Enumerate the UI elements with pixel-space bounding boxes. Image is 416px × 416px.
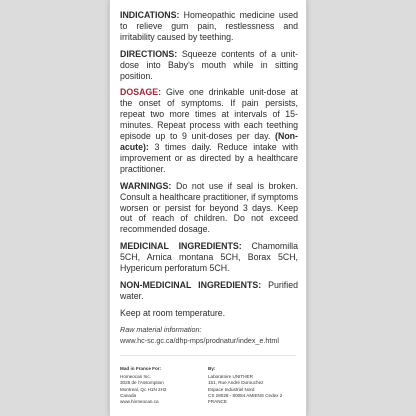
manufacturer-block (208, 366, 296, 405)
non-medicinal-ingredients-heading: NON-MEDICINAL INGREDIENTS: (120, 279, 262, 290)
raw-material-label: Raw material information: (120, 324, 202, 334)
made-in-line: www.homeocan.ca (120, 398, 159, 404)
indications-section (120, 10, 298, 43)
label-content (120, 10, 298, 355)
dosage-heading: DOSAGE: (120, 87, 162, 98)
directions-text: Squeeze contents of a unit-dose into Baby's mouth while in sitting position. (120, 48, 298, 81)
medicinal-ingredients-text: Chamomilla 5CH, Arnica montana 5CH, Borax 5CH, Hypericum perforatum 5CH. (120, 241, 298, 274)
manufacturer-line: Laboratoire UNITHER (208, 374, 253, 380)
dosage-text-1: Give one drinkable unit-dose at the onset of symptoms. If pain persists, repeat two more times at intervals of 15-minutes. Repeat process with each teething episode up to 9 unit-doses per day. (120, 87, 298, 142)
warnings-text: Do not use if seal is broken. Consult a healthcare practitioner, if symptoms worsen or persist for beyond 3 days. Keep out of reach of children. Do not exceed recommended dosage. (120, 180, 298, 235)
manufacturer-line: CS 28028 - 80084 AMIENS Cedex 2 (208, 392, 283, 398)
directions-section (120, 49, 298, 82)
raw-material-url: www.hc-sc.gc.ca/dhp-mps/prodnatur/index_e.html (120, 335, 279, 345)
footer-divider (120, 355, 296, 356)
medicinal-ingredients-section (120, 241, 298, 274)
dosage-non-acute-label: (Non-acute): (120, 131, 298, 152)
indications-text: Homeopathic medicine used to relieve gum pain, restlessness and irritability caused by teething. (120, 10, 298, 42)
manufacturer-title: By: (208, 366, 216, 371)
made-in-block (120, 366, 208, 405)
warnings-section (120, 181, 298, 236)
manufacturer-line: 151, Rue André Durouchez (208, 380, 264, 386)
warnings-heading: WARNINGS: (120, 180, 172, 191)
non-medicinal-ingredients-text: Purified water. (120, 279, 298, 301)
manufacturer-line: FRANCE (208, 398, 227, 404)
made-in-line: Montreal, Qc H1N 2H2 (120, 386, 167, 392)
made-in-line: Canada (120, 392, 137, 398)
made-in-line: 3025 de l'Assomption (120, 380, 164, 386)
manufacturer-line: Espace Industriel Nord (208, 386, 255, 392)
made-in-title: Mad in France For: (120, 366, 162, 371)
medicinal-ingredients-heading: MEDICINAL INGREDIENTS: (120, 241, 242, 252)
storage-note: Keep at room temperature. (120, 307, 226, 318)
dosage-section (120, 87, 298, 174)
non-medicinal-ingredients-section (120, 280, 298, 302)
dosage-text-2: 3 times daily. Reduce intake with improvement or as directed by a healthcare practitioner. (120, 141, 298, 174)
directions-heading: DIRECTIONS: (120, 48, 178, 59)
label-footer (120, 366, 296, 405)
made-in-line: Homeocan Inc. (120, 374, 151, 380)
label-panel (110, 0, 306, 416)
indications-heading: INDICATIONS: (120, 10, 180, 20)
